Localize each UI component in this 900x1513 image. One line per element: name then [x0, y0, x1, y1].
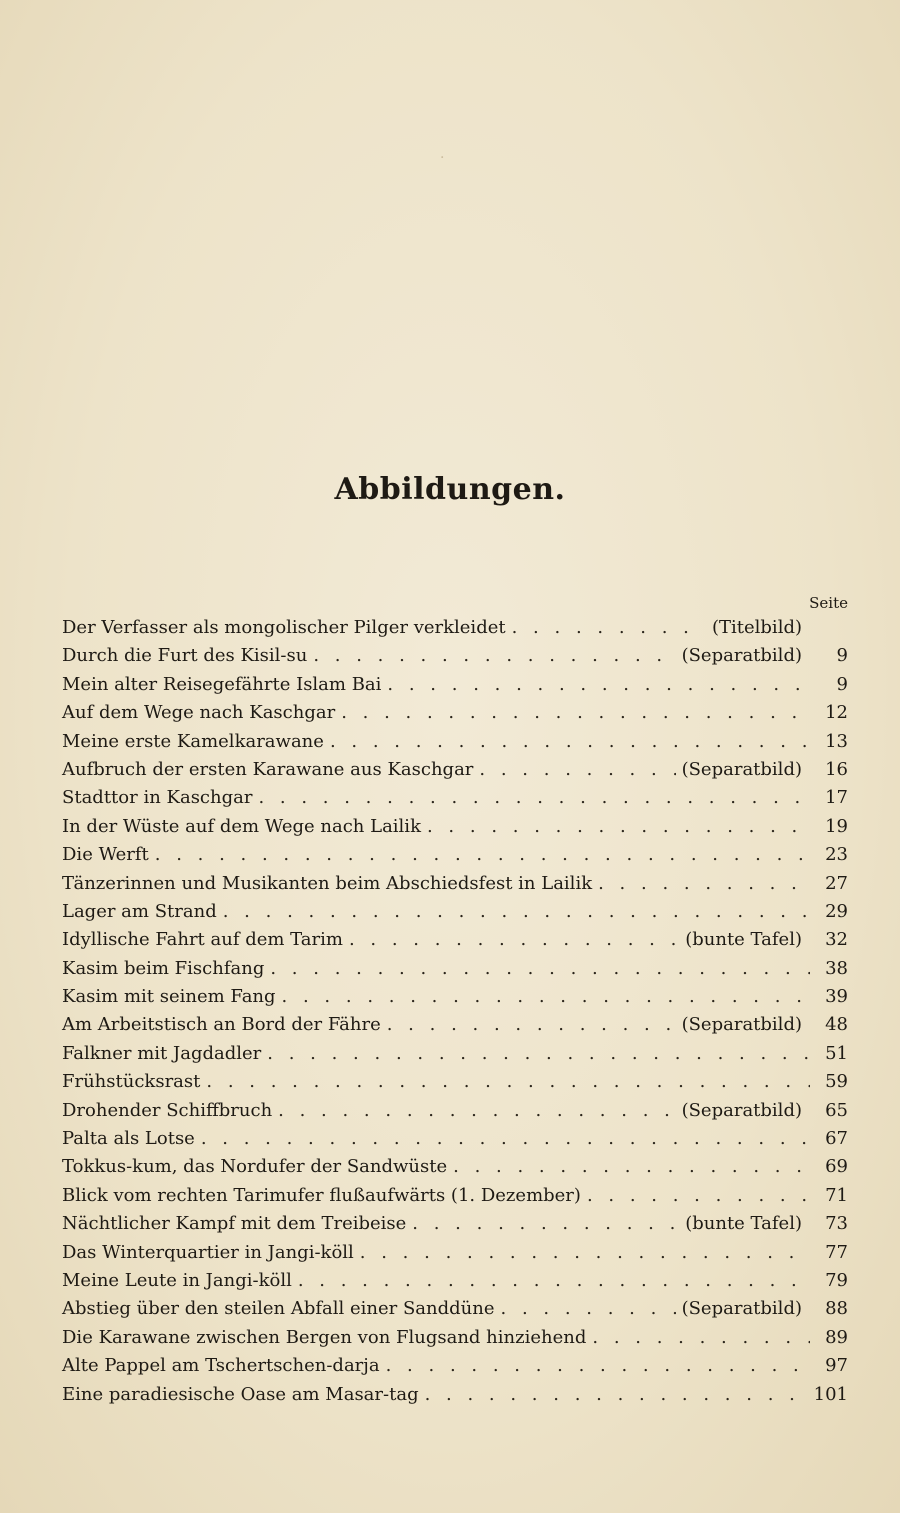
illustration-title: Abstieg über den steilen Abfall einer Sanddüne [62, 1298, 495, 1320]
list-item [62, 787, 848, 815]
illustration-title: Palta als Lotse [62, 1128, 195, 1150]
illustration-type-note: (Separatbild) [681, 1298, 802, 1320]
list-item [62, 929, 848, 957]
list-item [62, 1128, 848, 1156]
dot-leader [412, 1213, 679, 1234]
dot-leader [349, 929, 679, 950]
dot-leader [278, 1100, 675, 1121]
illustration-title: Der Verfasser als mongolischer Pilger verkleidet [62, 617, 506, 638]
page-number: 12 [825, 702, 848, 724]
page-number: 48 [825, 1014, 848, 1036]
illustration-title: Meine erste Kamelkarawane [62, 730, 324, 752]
page-number: 79 [825, 1269, 848, 1291]
illustration-title: Drohender Schiffbruch [62, 1099, 273, 1121]
page-number: 38 [825, 957, 848, 979]
page-number: 23 [825, 844, 848, 866]
page-number: 16 [825, 758, 848, 780]
illustration-title: Blick vom rechten Tarimufer flußaufwärts (1. Dezember) [62, 1184, 581, 1206]
illustration-title: Am Arbeitstisch an Bord der Fähre [62, 1014, 381, 1036]
illustration-title: Mein alter Reisegefährte Islam Bai [62, 673, 382, 695]
illustration-title: Frühstücksrast [62, 1071, 201, 1093]
list-item [62, 702, 848, 730]
illustration-title: Eine paradiesische Oase am Masar-tag [62, 1383, 419, 1405]
dot-leader [223, 901, 810, 922]
page-number: 27 [825, 872, 848, 894]
list-item [62, 958, 848, 986]
dot-leader [270, 958, 810, 979]
list-item [62, 986, 848, 1014]
page-number: 101 [813, 1383, 848, 1405]
list-item [62, 759, 848, 787]
dot-leader [387, 674, 810, 695]
list-item [62, 1185, 848, 1213]
list-item [62, 645, 848, 673]
illustration-type-note: (Titelbild) [711, 617, 802, 638]
dot-leader [387, 1014, 676, 1035]
list-item [62, 1043, 848, 1071]
illustration-title: In der Wüste auf dem Wege nach Lailik [62, 815, 421, 837]
dot-leader [425, 1384, 808, 1405]
illustration-title: Die Karawane zwischen Bergen von Flugsand hinziehend [62, 1326, 587, 1348]
illustration-type-note: (Separatbild) [681, 758, 802, 780]
list-item [62, 1355, 848, 1383]
illustrations-list [62, 617, 848, 1412]
page-number: 71 [825, 1184, 848, 1206]
page-number: 59 [825, 1071, 848, 1093]
page-number: 9 [836, 645, 848, 667]
list-item [62, 1213, 848, 1241]
list-item [62, 1298, 848, 1326]
list-item [62, 816, 848, 844]
illustration-title: Stadttor in Kaschgar [62, 787, 253, 809]
page-number: 51 [825, 1042, 848, 1064]
illustration-type-note: (Separatbild) [681, 1014, 802, 1036]
page-title: Abbildungen. [334, 472, 566, 507]
dot-leader [201, 1128, 810, 1149]
illustration-title: Aufbruch der ersten Karawane aus Kaschgar [62, 758, 474, 780]
list-item [62, 1270, 848, 1298]
list-item [62, 1327, 848, 1355]
illustration-title: Idyllische Fahrt auf dem Tarim [62, 929, 343, 951]
illustration-title: Kasim beim Fischfang [62, 957, 265, 979]
illustration-type-note: (Separatbild) [681, 1099, 802, 1121]
list-item [62, 731, 848, 759]
illustration-title: Alte Pappel am Tschertschen-darja [62, 1355, 380, 1377]
page-number: 69 [825, 1156, 848, 1178]
dot-leader [501, 1298, 676, 1319]
page-number: 19 [825, 815, 848, 837]
page-number: 67 [825, 1128, 848, 1150]
dot-leader [206, 1071, 810, 1092]
list-item [62, 1014, 848, 1042]
illustration-title: Nächtlicher Kampf mit dem Treibeise [62, 1213, 407, 1235]
dot-leader [360, 1242, 810, 1263]
paper-blemish: · [440, 150, 445, 166]
dot-leader [258, 787, 810, 808]
dot-leader [282, 986, 810, 1007]
page-number: 77 [825, 1241, 848, 1263]
dot-leader [386, 1355, 810, 1376]
dot-leader [427, 816, 810, 837]
dot-leader [587, 1185, 810, 1206]
page-number: 17 [825, 787, 848, 809]
illustration-title: Tänzerinnen und Musikanten beim Abschiedsfest in Lailik [62, 872, 593, 894]
dot-leader [330, 731, 810, 752]
list-item [62, 1156, 848, 1184]
page-number: 97 [825, 1355, 848, 1377]
page-number: 29 [825, 900, 848, 922]
illustration-title: Kasim mit seinem Fang [62, 986, 276, 1008]
dot-leader [298, 1270, 810, 1291]
illustration-title: Das Winterquartier in Jangi-köll [62, 1241, 354, 1263]
dot-leader [313, 645, 675, 666]
illustration-title: Auf dem Wege nach Kaschgar [62, 702, 336, 724]
list-item [62, 844, 848, 872]
page-number: 9 [836, 673, 848, 695]
list-item [62, 1242, 848, 1270]
dot-leader [592, 1327, 810, 1348]
dot-leader [512, 617, 706, 638]
page-number: 39 [825, 986, 848, 1008]
list-item [62, 1100, 848, 1128]
page-number: 73 [825, 1213, 848, 1235]
illustration-type-note: (bunte Tafel) [685, 1213, 802, 1235]
list-item [62, 1384, 848, 1412]
dot-leader [479, 759, 675, 780]
list-item [62, 1071, 848, 1099]
illustration-title: Die Werft [62, 844, 149, 866]
list-item [62, 617, 848, 645]
illustration-title: Durch die Furt des Kisil-su [62, 645, 308, 667]
page-number: 88 [825, 1298, 848, 1320]
page-number: 32 [825, 929, 848, 951]
illustration-title: Lager am Strand [62, 900, 217, 922]
dot-leader [155, 844, 810, 865]
illustration-type-note: (bunte Tafel) [685, 929, 802, 951]
dot-leader [341, 702, 810, 723]
illustration-title: Tokkus-kum, das Nordufer der Sandwüste [62, 1156, 448, 1178]
list-item [62, 674, 848, 702]
page-column-header: Seite [809, 594, 848, 612]
illustration-title: Falkner mit Jagdadler [62, 1042, 262, 1064]
dot-leader [267, 1043, 810, 1064]
dot-leader [453, 1156, 810, 1177]
page-number: 89 [825, 1326, 848, 1348]
page-number: 13 [825, 730, 848, 752]
illustration-type-note: (Separatbild) [681, 645, 802, 667]
page-number: 65 [825, 1099, 848, 1121]
list-item [62, 901, 848, 929]
dot-leader [598, 873, 810, 894]
illustration-title: Meine Leute in Jangi-köll [62, 1269, 292, 1291]
list-item [62, 873, 848, 901]
